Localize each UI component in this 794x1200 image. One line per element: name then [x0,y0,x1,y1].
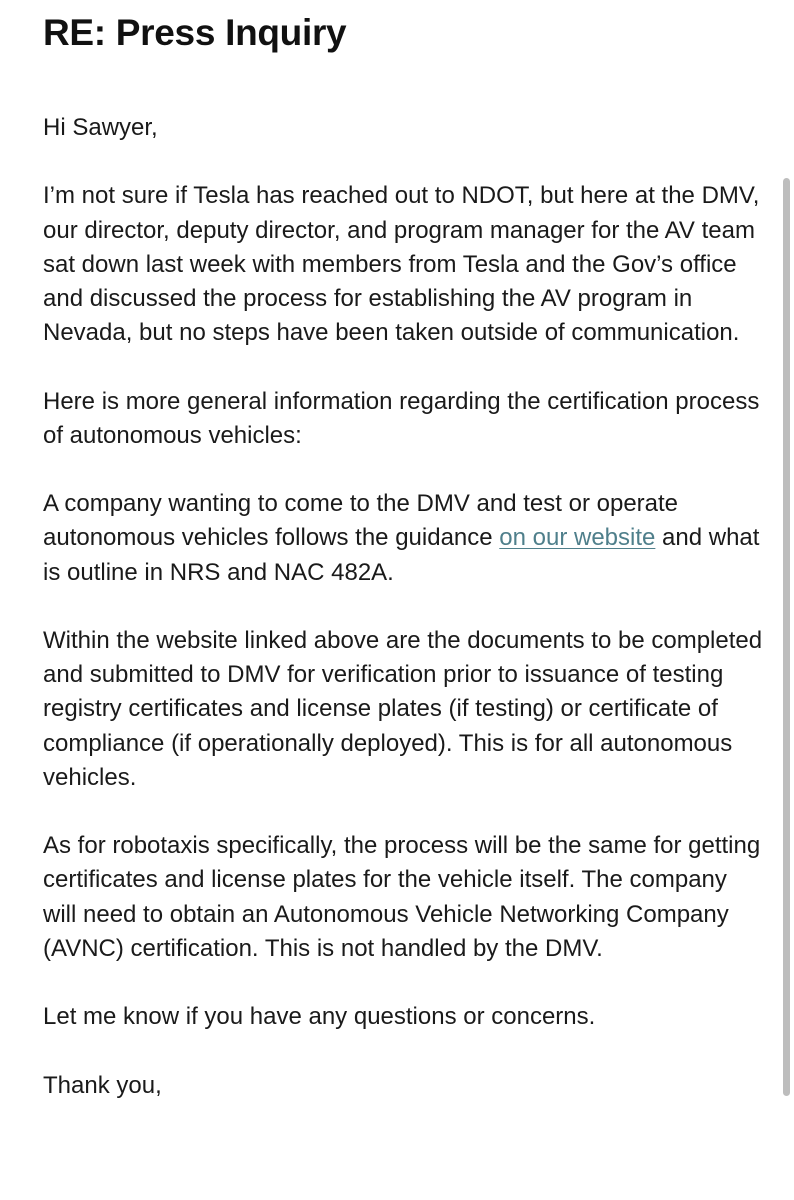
paragraph-3-text-start: A company wanting to come to the DMV and test or operate autonomous vehicles follows the guidance [43,490,679,552]
email-subject: RE: Press Inquiry [43,12,347,53]
email-paragraph-3 [43,487,763,590]
website-link[interactable]: on our website [499,524,656,552]
vertical-scrollbar[interactable] [783,178,790,1096]
email-closing: Thank you, [43,1071,162,1099]
email-paragraph-6: Let me know if you have any questions or concerns. [43,1003,596,1031]
email-greeting: Hi Sawyer, [43,114,158,141]
email-paragraph-4: Within the website linked above are the documents to be completed and submitted to DMV for verification prior to issuance of testing registry certificates and license plates (if testing) or certificate of compliance (if operationally deployed). This is for all autonomous vehicles. [43,626,763,791]
email-paragraph-1: I’m not sure if Tesla has reached out to NDOT, but here at the DMV, our director, deputy director, and program manager for the AV team sat down last week with members from Tesla and the Gov’s office and discussed the process for establishing the AV program in Nevada, but no steps have been taken outside of communication. [43,182,760,347]
paragraph-3-text-end: and what is outline in NRS and NAC 482A. [43,524,760,586]
email-paragraph-2: Here is more general information regarding the certification process of autonomous vehicles: [43,387,760,449]
email-paragraph-5: As for robotaxis specifically, the process will be the same for getting certificates and license plates for the vehicle itself. The company will need to obtain an Autonomous Vehicle Networking Company (AVNC) certification. This is not handled by the DMV. [43,832,761,962]
email-message [43,10,763,1103]
